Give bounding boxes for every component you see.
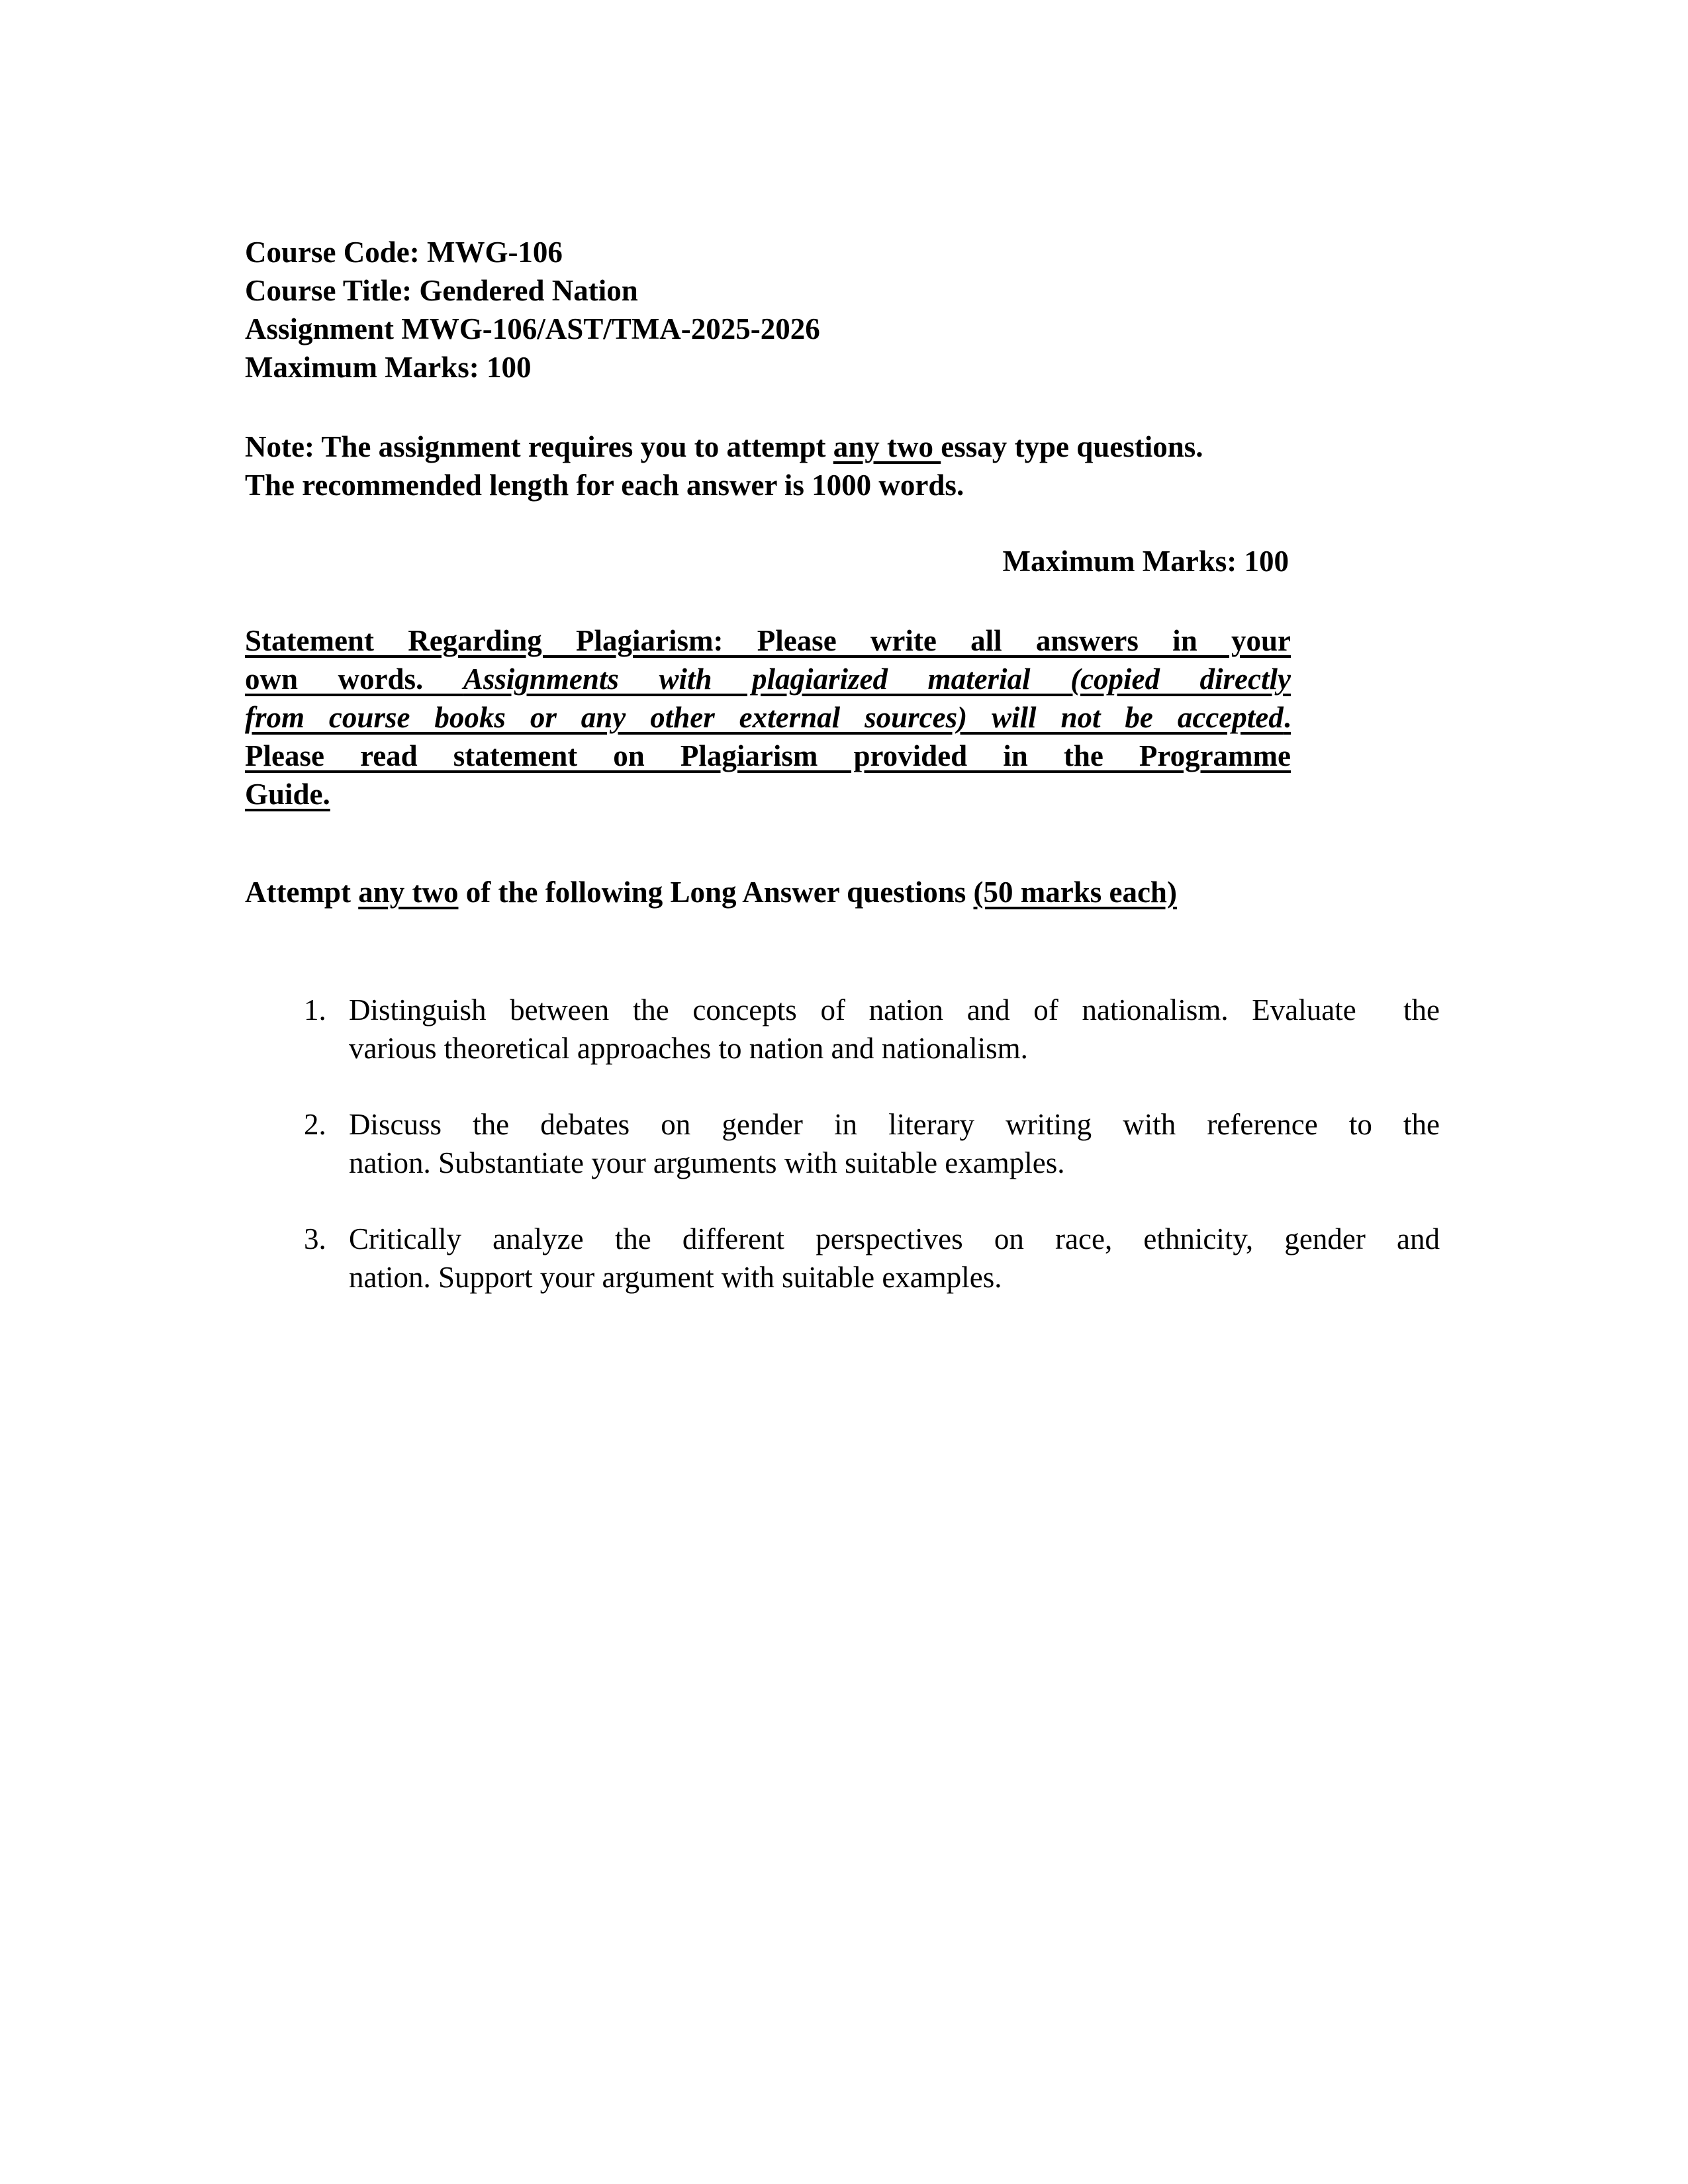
assignment-code-line: Assignment MWG-106/AST/TMA-2025-2026 — [245, 312, 820, 345]
plagiarism-line-3 — [245, 698, 1291, 737]
plagiarism-line2-regular: own words. — [245, 662, 463, 696]
question-item-3 — [245, 1220, 1440, 1297]
plagiarism-line-5 — [245, 775, 1291, 813]
note-text-suffix: essay type questions. — [941, 430, 1203, 463]
attempt-any-two-underlined: any two — [358, 876, 459, 909]
question-1-number: 1. — [304, 993, 326, 1026]
plagiarism-line2-italic: Assignments with plagiarized material (copied directly — [463, 662, 1291, 696]
note-paragraph — [245, 428, 1440, 504]
maximum-marks-line: Maximum Marks: 100 — [245, 351, 532, 384]
note-text-prefix: Note: The assignment requires you to attempt — [245, 430, 833, 463]
plagiarism-line-2 — [245, 660, 1291, 698]
course-title-line: Course Title: Gendered Nation — [245, 274, 638, 307]
question-1-line-1: Distinguish between the concepts of nation and of nationalism. Evaluate the — [349, 993, 1440, 1026]
attempt-prefix: Attempt — [245, 876, 359, 909]
question-2-line-1: Discuss the debates on gender in literary writing with reference to the — [349, 1108, 1440, 1141]
plagiarism-statement — [245, 621, 1291, 813]
plagiarism-line3-period: . — [1283, 701, 1291, 734]
question-2-number: 2. — [304, 1108, 326, 1141]
question-3-text — [349, 1220, 1440, 1297]
attempt-marks-underlined: (50 marks each) — [973, 876, 1177, 909]
maximum-marks-right-line: Maximum Marks: 100 — [1002, 545, 1289, 578]
plagiarism-line3-italic: from course books or any other external sources) will not be accepted — [245, 701, 1284, 734]
question-1-text — [349, 991, 1440, 1068]
question-1-line-2: various theoretical approaches to nation and nationalism. — [349, 1032, 1028, 1065]
plagiarism-line4-text: Please read statement on Plagiarism provided in the Programme — [245, 739, 1291, 772]
question-2-text — [349, 1105, 1440, 1182]
question-list — [245, 991, 1440, 1297]
question-item-2 — [245, 1105, 1440, 1182]
question-2-line-2: nation. Substantiate your arguments with suitable examples. — [349, 1146, 1065, 1179]
note-any-two-underlined: any two — [833, 430, 941, 463]
question-3-line-1: Critically analyze the different perspectives on race, ethnicity, gender and — [349, 1222, 1440, 1255]
attempt-middle: of the following Long Answer questions — [458, 876, 974, 909]
attempt-instruction-heading — [245, 873, 1440, 911]
plagiarism-line-4 — [245, 737, 1291, 775]
note-line2: The recommended length for each answer is 1000 words. — [245, 469, 964, 502]
course-code-line: Course Code: MWG-106 — [245, 236, 563, 269]
course-header-block — [245, 233, 1440, 387]
question-item-1 — [245, 991, 1440, 1068]
plagiarism-line1-text: Statement Regarding Plagiarism: Please write all answers in your — [245, 624, 1291, 657]
question-3-line-2: nation. Support your argument with suitable examples. — [349, 1261, 1002, 1294]
plagiarism-line-1 — [245, 621, 1291, 660]
question-3-number: 3. — [304, 1222, 326, 1255]
plagiarism-line5-text: Guide. — [245, 778, 330, 811]
